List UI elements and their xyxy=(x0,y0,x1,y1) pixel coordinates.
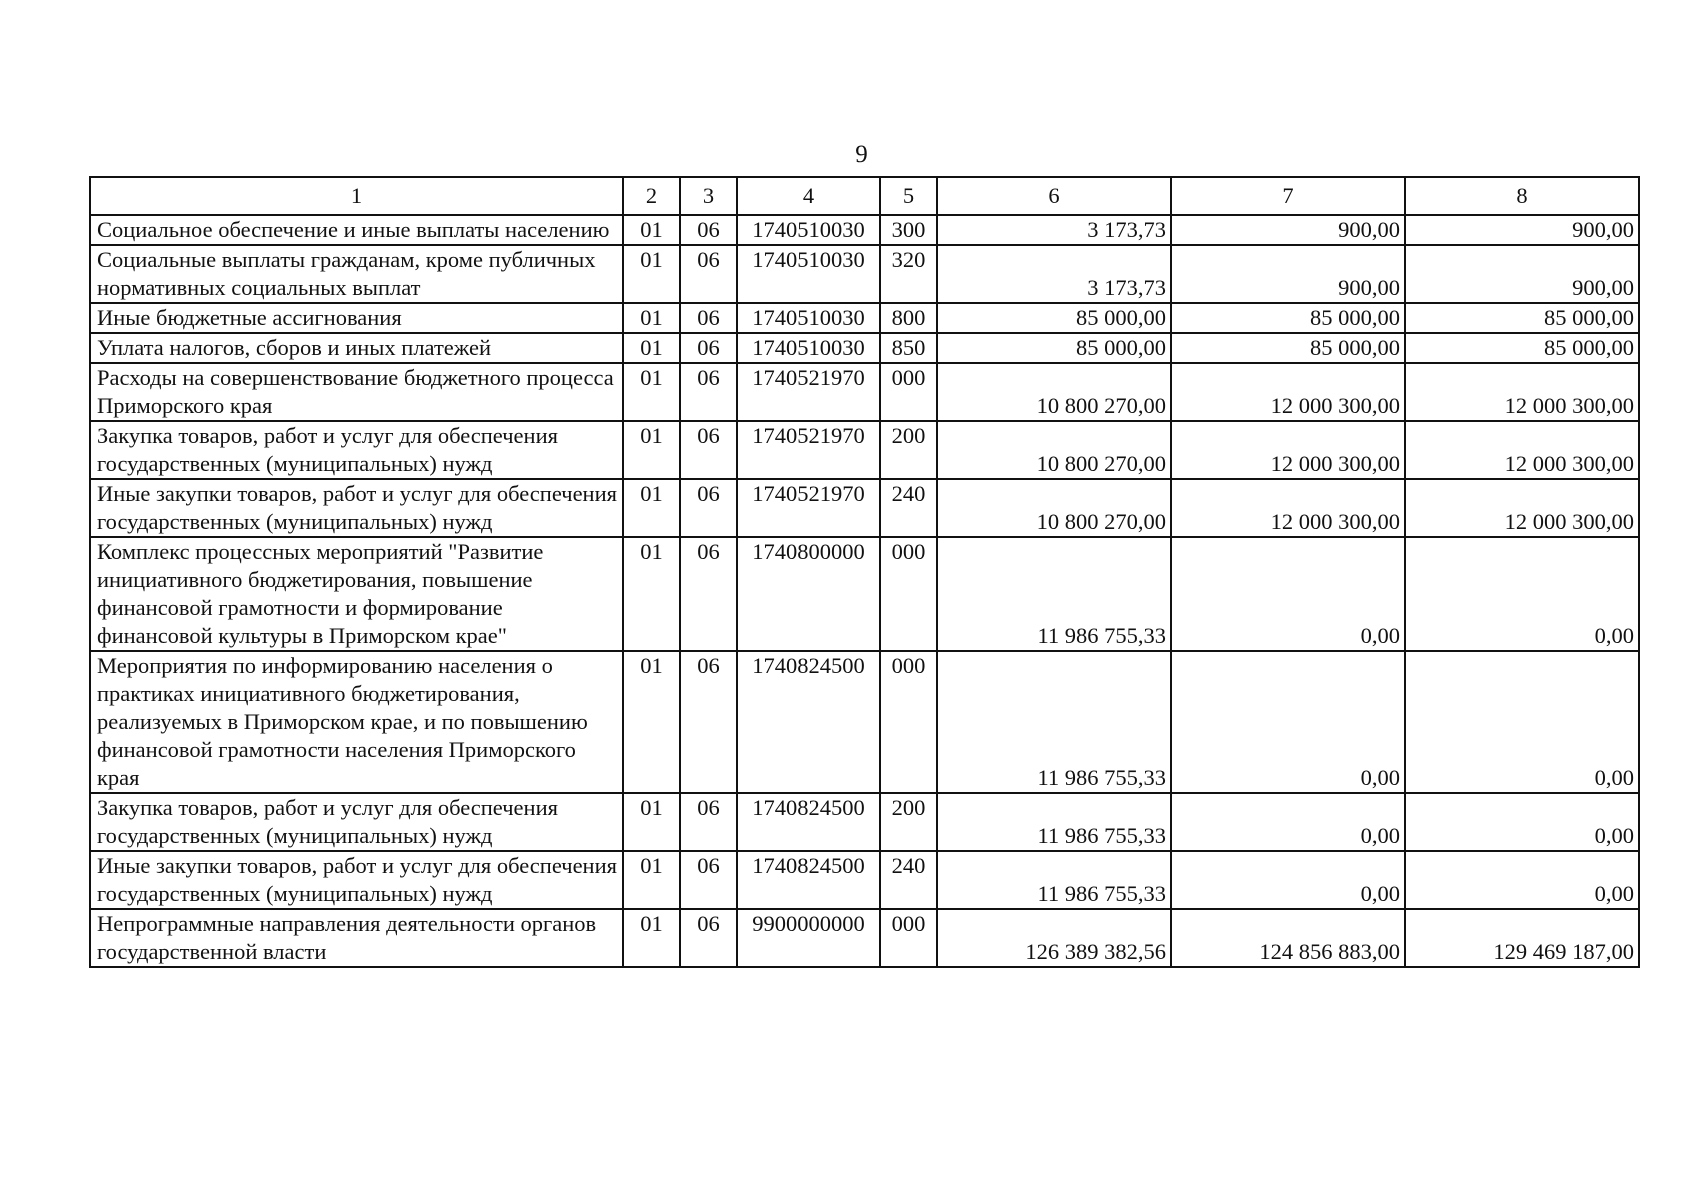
expense-type-code: 200 xyxy=(880,421,937,479)
amount-year-2: 85 000,00 xyxy=(1171,333,1405,363)
table-row xyxy=(90,651,1639,793)
header-row xyxy=(90,177,1639,215)
table-row xyxy=(90,793,1639,851)
table-row xyxy=(90,363,1639,421)
amount-year-1: 85 000,00 xyxy=(937,303,1171,333)
amount-year-2: 85 000,00 xyxy=(1171,303,1405,333)
expense-type-code: 320 xyxy=(880,245,937,303)
header-cell: 6 xyxy=(937,177,1171,215)
target-article-code: 1740521970 xyxy=(737,421,880,479)
amount-year-1: 3 173,73 xyxy=(937,215,1171,245)
amount-year-3: 12 000 300,00 xyxy=(1405,421,1639,479)
row-name: Непрограммные направления деятельности органов государственной власти xyxy=(90,909,623,967)
amount-year-2: 900,00 xyxy=(1171,245,1405,303)
row-name: Комплекс процессных мероприятий "Развитие инициативного бюджетирования, повышение финансовой грамотности и формирование финансовой культуры в Приморском крае" xyxy=(90,537,623,651)
expense-type-code: 240 xyxy=(880,851,937,909)
subsection-code: 06 xyxy=(680,421,737,479)
amount-year-1: 11 986 755,33 xyxy=(937,793,1171,851)
subsection-code: 06 xyxy=(680,303,737,333)
table-row xyxy=(90,245,1639,303)
subsection-code: 06 xyxy=(680,333,737,363)
section-code: 01 xyxy=(623,909,680,967)
subsection-code: 06 xyxy=(680,851,737,909)
table-row xyxy=(90,909,1639,967)
row-name: Социальные выплаты гражданам, кроме публичных нормативных социальных выплат xyxy=(90,245,623,303)
amount-year-1: 11 986 755,33 xyxy=(937,537,1171,651)
expense-type-code: 000 xyxy=(880,363,937,421)
section-code: 01 xyxy=(623,363,680,421)
amount-year-2: 0,00 xyxy=(1171,537,1405,651)
amount-year-3: 0,00 xyxy=(1405,851,1639,909)
target-article-code: 1740510030 xyxy=(737,303,880,333)
amount-year-1: 11 986 755,33 xyxy=(937,851,1171,909)
amount-year-1: 85 000,00 xyxy=(937,333,1171,363)
amount-year-2: 12 000 300,00 xyxy=(1171,363,1405,421)
header-cell: 4 xyxy=(737,177,880,215)
amount-year-3: 900,00 xyxy=(1405,215,1639,245)
expense-type-code: 000 xyxy=(880,909,937,967)
amount-year-3: 85 000,00 xyxy=(1405,303,1639,333)
target-article-code: 1740510030 xyxy=(737,215,880,245)
expense-type-code: 300 xyxy=(880,215,937,245)
subsection-code: 06 xyxy=(680,363,737,421)
row-name: Расходы на совершенствование бюджетного процесса Приморского края xyxy=(90,363,623,421)
row-name: Мероприятия по информированию населения о практиках инициативного бюджетирования, реализуемых в Приморском крае, и по повышению финансовой грамотности населения Приморского края xyxy=(90,651,623,793)
amount-year-1: 3 173,73 xyxy=(937,245,1171,303)
subsection-code: 06 xyxy=(680,215,737,245)
target-article-code: 1740824500 xyxy=(737,851,880,909)
target-article-code: 1740510030 xyxy=(737,333,880,363)
subsection-code: 06 xyxy=(680,537,737,651)
subsection-code: 06 xyxy=(680,909,737,967)
amount-year-1: 10 800 270,00 xyxy=(937,479,1171,537)
subsection-code: 06 xyxy=(680,245,737,303)
target-article-code: 1740800000 xyxy=(737,537,880,651)
expense-type-code: 240 xyxy=(880,479,937,537)
amount-year-3: 0,00 xyxy=(1405,651,1639,793)
target-article-code: 9900000000 xyxy=(737,909,880,967)
amount-year-1: 11 986 755,33 xyxy=(937,651,1171,793)
row-name: Социальное обеспечение и иные выплаты населению xyxy=(90,215,623,245)
section-code: 01 xyxy=(623,333,680,363)
amount-year-3: 12 000 300,00 xyxy=(1405,363,1639,421)
section-code: 01 xyxy=(623,479,680,537)
amount-year-2: 0,00 xyxy=(1171,651,1405,793)
table-row xyxy=(90,333,1639,363)
amount-year-3: 900,00 xyxy=(1405,245,1639,303)
header-cell: 1 xyxy=(90,177,623,215)
subsection-code: 06 xyxy=(680,793,737,851)
amount-year-2: 900,00 xyxy=(1171,215,1405,245)
target-article-code: 1740824500 xyxy=(737,651,880,793)
table-row xyxy=(90,479,1639,537)
target-article-code: 1740521970 xyxy=(737,479,880,537)
budget-table xyxy=(89,176,1640,968)
subsection-code: 06 xyxy=(680,651,737,793)
target-article-code: 1740824500 xyxy=(737,793,880,851)
amount-year-2: 124 856 883,00 xyxy=(1171,909,1405,967)
subsection-code: 06 xyxy=(680,479,737,537)
table-row xyxy=(90,851,1639,909)
amount-year-2: 0,00 xyxy=(1171,793,1405,851)
table-row xyxy=(90,215,1639,245)
amount-year-2: 12 000 300,00 xyxy=(1171,421,1405,479)
section-code: 01 xyxy=(623,215,680,245)
section-code: 01 xyxy=(623,421,680,479)
section-code: 01 xyxy=(623,537,680,651)
row-name: Иные закупки товаров, работ и услуг для обеспечения государственных (муниципальных) нужд xyxy=(90,479,623,537)
row-name: Закупка товаров, работ и услуг для обеспечения государственных (муниципальных) нужд xyxy=(90,793,623,851)
expense-type-code: 850 xyxy=(880,333,937,363)
row-name: Иные бюджетные ассигнования xyxy=(90,303,623,333)
header-cell: 5 xyxy=(880,177,937,215)
amount-year-2: 0,00 xyxy=(1171,851,1405,909)
table-row xyxy=(90,421,1639,479)
row-name: Закупка товаров, работ и услуг для обеспечения государственных (муниципальных) нужд xyxy=(90,421,623,479)
target-article-code: 1740510030 xyxy=(737,245,880,303)
expense-type-code: 200 xyxy=(880,793,937,851)
amount-year-3: 0,00 xyxy=(1405,793,1639,851)
header-cell: 2 xyxy=(623,177,680,215)
expense-type-code: 800 xyxy=(880,303,937,333)
amount-year-3: 0,00 xyxy=(1405,537,1639,651)
section-code: 01 xyxy=(623,303,680,333)
row-name: Уплата налогов, сборов и иных платежей xyxy=(90,333,623,363)
table-row xyxy=(90,303,1639,333)
amount-year-3: 129 469 187,00 xyxy=(1405,909,1639,967)
amount-year-3: 12 000 300,00 xyxy=(1405,479,1639,537)
amount-year-2: 12 000 300,00 xyxy=(1171,479,1405,537)
header-cell: 3 xyxy=(680,177,737,215)
header-cell: 7 xyxy=(1171,177,1405,215)
amount-year-1: 10 800 270,00 xyxy=(937,421,1171,479)
expense-type-code: 000 xyxy=(880,651,937,793)
table-row xyxy=(90,537,1639,651)
amount-year-1: 126 389 382,56 xyxy=(937,909,1171,967)
expense-type-code: 000 xyxy=(880,537,937,651)
amount-year-3: 85 000,00 xyxy=(1405,333,1639,363)
target-article-code: 1740521970 xyxy=(737,363,880,421)
section-code: 01 xyxy=(623,793,680,851)
row-name: Иные закупки товаров, работ и услуг для обеспечения государственных (муниципальных) нужд xyxy=(90,851,623,909)
page-number: 9 xyxy=(855,141,868,168)
amount-year-1: 10 800 270,00 xyxy=(937,363,1171,421)
section-code: 01 xyxy=(623,651,680,793)
section-code: 01 xyxy=(623,245,680,303)
header-cell: 8 xyxy=(1405,177,1639,215)
section-code: 01 xyxy=(623,851,680,909)
